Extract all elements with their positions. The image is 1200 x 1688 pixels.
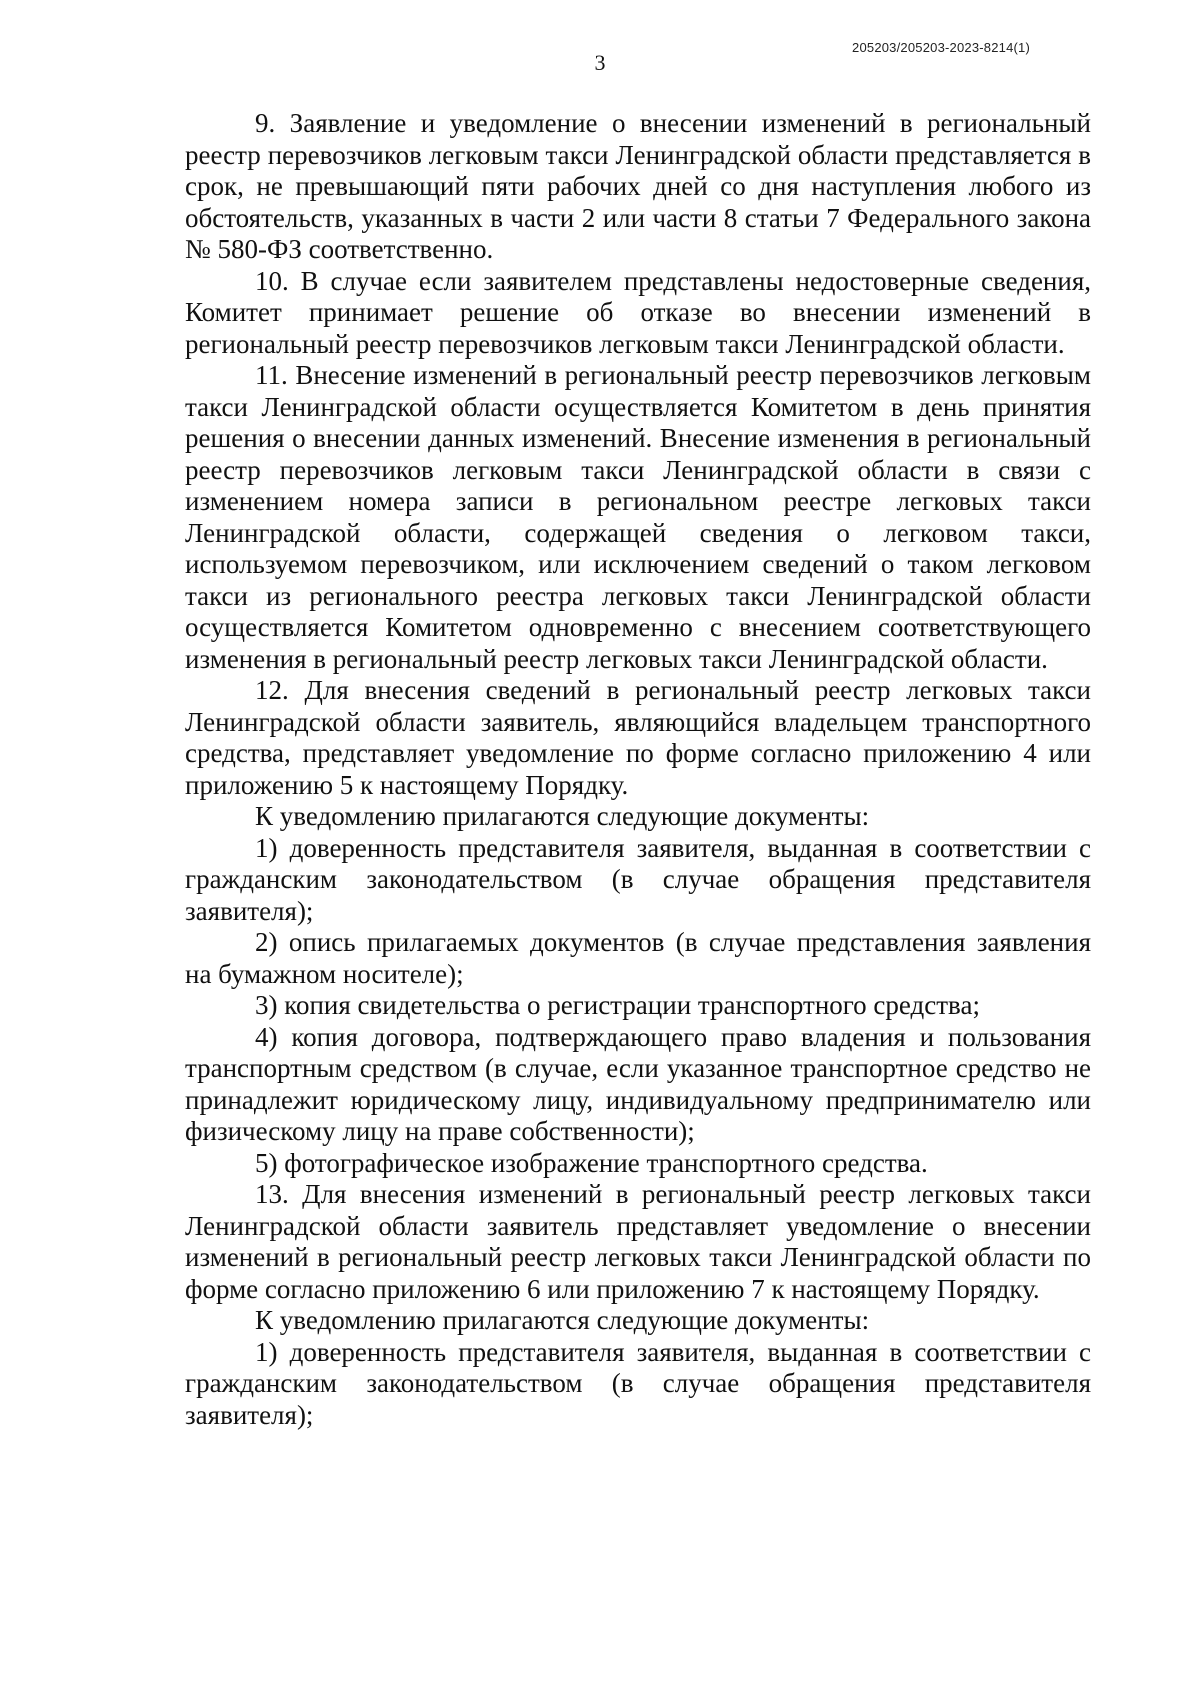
attachments-intro: К уведомлению прилагаются следующие документы: (255, 1305, 870, 1335)
list-item: 2) опись прилагаемых документов (в случае представления заявления на бумажном носителе); (185, 927, 1091, 989)
document-id: 205203/205203-2023-8214(1) (852, 40, 1030, 55)
list-item: 1) доверенность представителя заявителя, выданная в соответствии с гражданским законодательством (в случае обращения представителя заявителя); (185, 1336, 1091, 1430)
list-item: 1) доверенность представителя заявителя, выданная в соответствии с гражданским законодательством (в случае обращения представителя заявителя); (185, 832, 1091, 926)
paragraph-12: 12. Для внесения сведений в региональный реестр легковых такси Ленинградской области заявитель, являющийся владельцем транспортного средства, представляет уведомление по форме согласно приложению 4 или приложению 5 к настоящему Порядку. (185, 675, 1091, 800)
document-body (185, 108, 1091, 1431)
paragraph-11: 11. Внесение изменений в региональный реестр перевозчиков легковым такси Ленинградской области осуществляется Комитетом в день принятия решения о внесении данных изменений. Внесение изменения в региональный реестр перевозчиков легковым такси Ленинградской области в связи с изменением номера записи в региональном реестре легковых такси Ленинградской области, содержащей сведения о легковом такси, используемом перевозчиком, или исключением сведений о таком легковом такси из регионального реестра легковых такси Ленинградской области осуществляется Комитетом одновременно с внесением соответствующего изменения в региональный реестр легковых такси Ленинградской области. (185, 360, 1091, 674)
list-item: 3) копия свидетельства о регистрации транспортного средства; (255, 990, 980, 1020)
page-number: 3 (594, 50, 606, 75)
paragraph-13: 13. Для внесения изменений в региональный реестр легковых такси Ленинградской области заявитель представляет уведомление о внесении изменений в региональный реестр легковых такси Ленинградской области по форме согласно приложению 6 или приложению 7 к настоящему Порядку. (185, 1179, 1091, 1304)
list-item: 4) копия договора, подтверждающего право владения и пользования транспортным средством (в случае, если указанное транспортное средство не принадлежит юридическому лицу, индивидуальному предпринимателю или физическому лицу на праве собственности); (185, 1021, 1091, 1146)
attachments-intro: К уведомлению прилагаются следующие документы: (255, 801, 870, 831)
paragraph-9: 9. Заявление и уведомление о внесении изменений в региональный реестр перевозчиков легковым такси Ленинградской области представляется в срок, не превышающий пяти рабочих дней со дня наступления любого из обстоятельств, указанных в части 2 или части 8 статьи 7 Федерального закона № 580-ФЗ соответственно. (185, 108, 1091, 264)
list-item: 5) фотографическое изображение транспортного средства. (255, 1147, 928, 1178)
paragraph-10: 10. В случае если заявителем представлены недостоверные сведения, Комитет принимает решение об отказе во внесении изменений в региональный реестр перевозчиков легковым такси Ленинградской области. (185, 265, 1091, 359)
